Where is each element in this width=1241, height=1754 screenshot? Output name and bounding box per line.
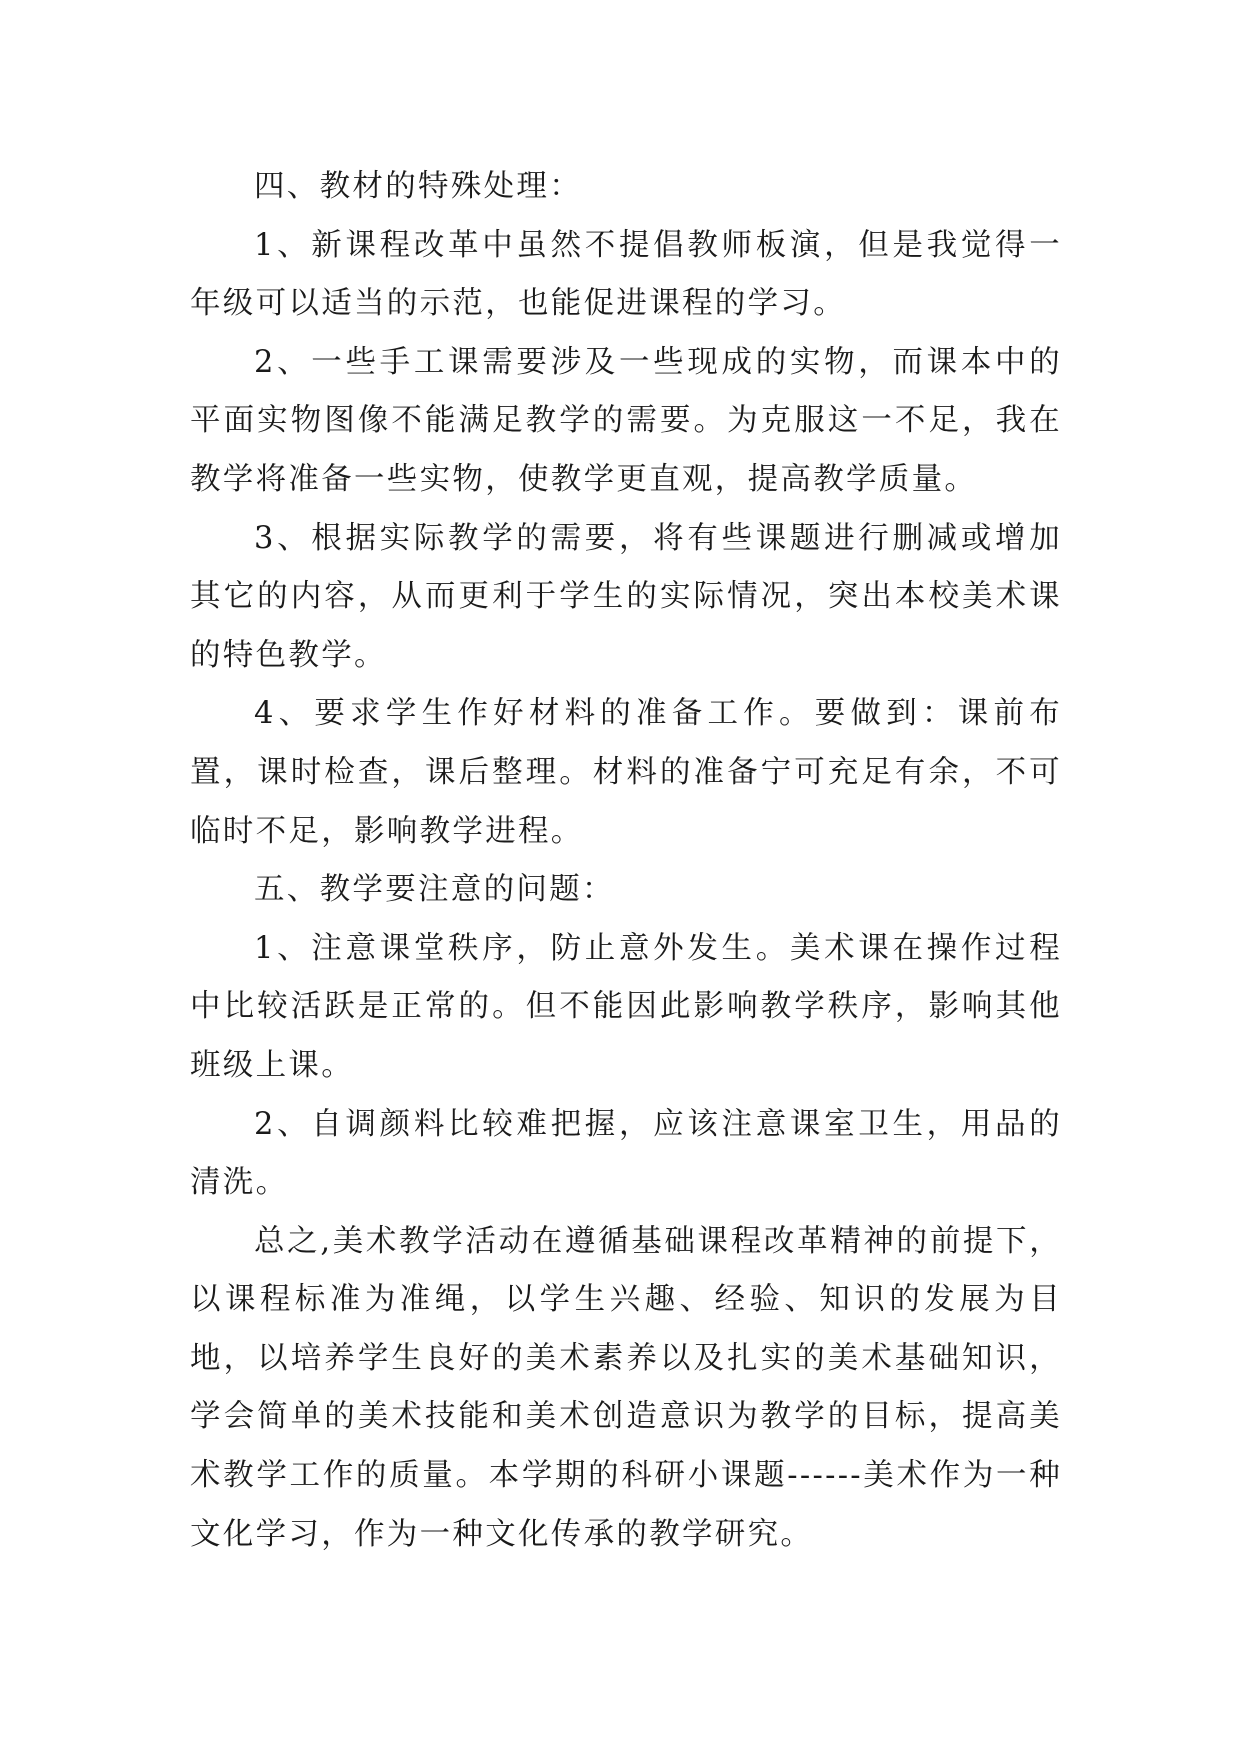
paragraph: 2、一些手工课需要涉及一些现成的实物，而课本中的平面实物图像不能满足教学的需要。为克服这一不足，我在教学将准备一些实物，使教学更直观，提高教学质量。 bbox=[190, 344, 1062, 497]
section-heading-5: 五、教学要注意的问题： bbox=[254, 872, 615, 908]
paragraph: 1、新课程改革中虽然不提倡教师板演，但是我觉得一年级可以适当的示范，也能促进课程的学习。 bbox=[190, 227, 1062, 322]
paragraph: 1、注意课堂秩序，防止意外发生。美术课在操作过程中比较活跃是正常的。但不能因此影响教学秩序，影响其他班级上课。 bbox=[190, 930, 1062, 1083]
paragraph: 4、要求学生作好材料的准备工作。要做到：课前布置，课时检查，课后整理。材料的准备宁可充足有余，不可临时不足，影响教学进程。 bbox=[190, 696, 1062, 849]
conclusion-paragraph: 总之,美术教学活动在遵循基础课程改革精神的前提下，以课程标准为准绳，以学生兴趣、经验、知识的发展为目地，以培养学生良好的美术素养以及扎实的美术基础知识，学会简单的美术技能和美术创造意识为教学的目标，提高美术教学工作的质量。本学期的科研小课题------美术作为一种文化学习，作为一种文化传承的教学研究。 bbox=[190, 1223, 1062, 1552]
paragraph: 3、根据实际教学的需要，将有些课题进行删减或增加其它的内容，从而更利于学生的实际情况，突出本校美术课的特色教学。 bbox=[190, 520, 1062, 673]
document-body bbox=[190, 158, 1062, 1564]
paragraph: 2、自调颜料比较难把握，应该注意课室卫生，用品的清洗。 bbox=[190, 1106, 1062, 1201]
section-heading-4: 四、教材的特殊处理： bbox=[254, 169, 582, 204]
